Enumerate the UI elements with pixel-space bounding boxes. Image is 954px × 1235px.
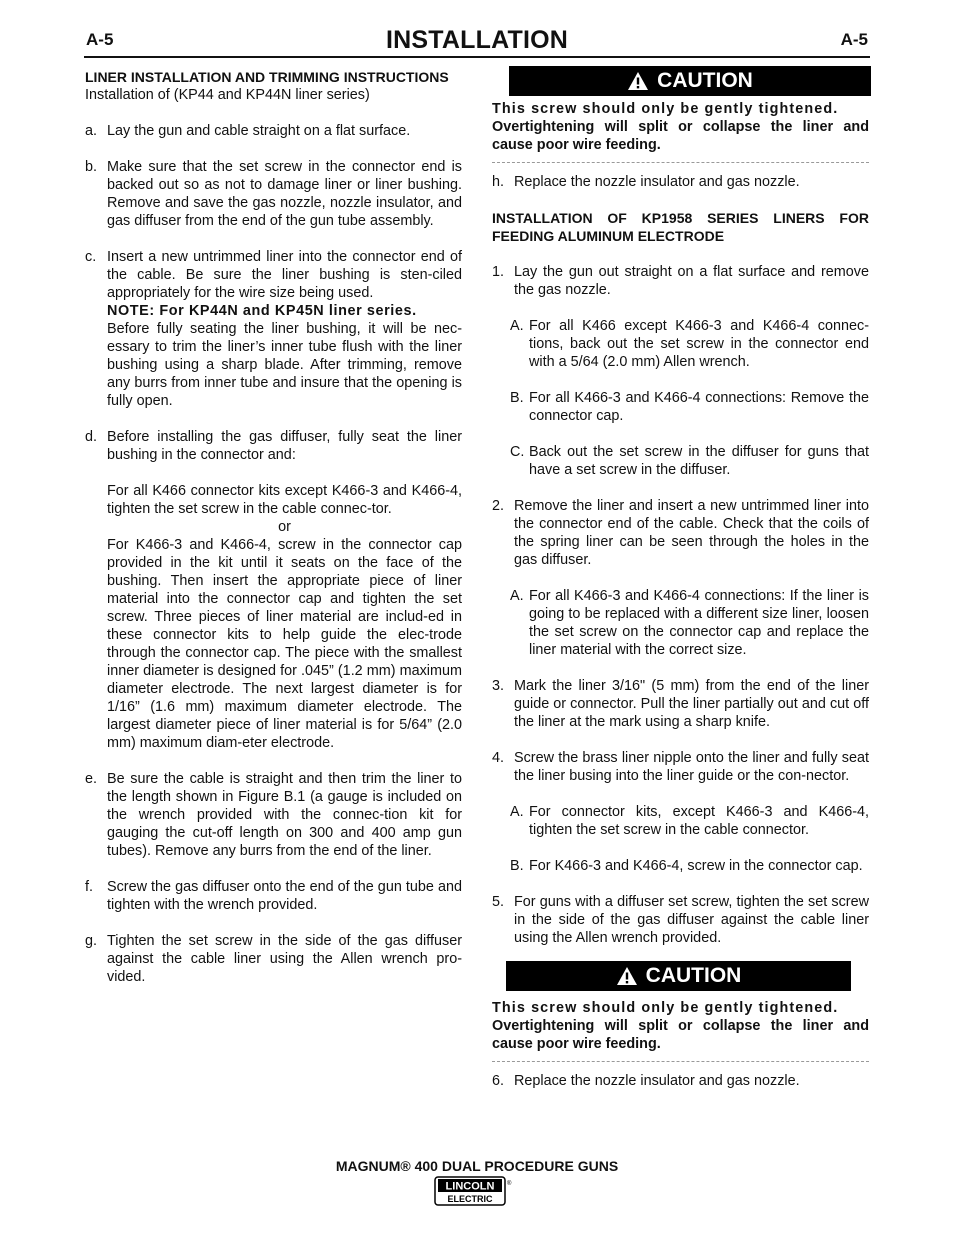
caution-line-1: This screw should only be gently tightened.	[492, 101, 839, 117]
step-marker: 5.	[492, 894, 505, 910]
step-1b	[492, 389, 869, 425]
step-5	[492, 893, 869, 947]
step-marker: 2.	[492, 498, 505, 514]
step-text-continued: Before fully seating the liner bushing, it will be nec-essary to trim the liner’s inner tube flush with the liner bushing using a sharp blade. After trimming, remove any burrs from inner tube and insure that the opening is fully open.	[107, 321, 462, 409]
step-marker: A.	[510, 804, 524, 820]
page-number-left: A-5	[86, 30, 114, 49]
page-title: INSTALLATION	[385, 26, 568, 54]
step-4a	[492, 803, 869, 839]
step-option-1: For all K466 connector kits except K466-3 and K466-4, tighten the set screw in the cable connec-tor.	[107, 483, 462, 517]
step-marker: a.	[85, 123, 98, 139]
step-text: Be sure the cable is straight and then trim the liner to the length shown in Figure B.1 (a gauge is included on the wrench provided with the connec-tion kit for gauging the cut-off length on 300 and 400 amp gun tubes). Remove any burrs from the end of the liner.	[107, 771, 462, 859]
step-text: Lay the gun out straight on a flat surface and remove the gas nozzle.	[514, 264, 869, 298]
step-4	[492, 749, 869, 785]
warning-icon	[627, 71, 649, 91]
step-marker: A.	[510, 318, 524, 334]
step-marker: 4.	[492, 750, 505, 766]
caution-box-1	[492, 66, 869, 163]
page-number-right: A-5	[840, 30, 868, 49]
step-g	[85, 932, 462, 986]
logo-bottom-text: ELECTRIC	[447, 1194, 493, 1204]
product-name: MAGNUM® 400 DUAL PROCEDURE GUNS	[335, 1158, 619, 1174]
step-text: For guns with a diffuser set screw, tighten the set screw in the side of the gas diffuser against the cable liner using the Allen wrench provided.	[514, 894, 869, 946]
step-text: For K466-3 and K466-4, screw in the connector cap.	[529, 858, 863, 874]
step-h	[492, 173, 869, 191]
logo-top-text: LINCOLN	[445, 1180, 495, 1193]
caution-label: CAUTION	[657, 69, 753, 92]
step-marker: C.	[510, 444, 525, 460]
step-d	[85, 428, 462, 752]
caution-text	[492, 100, 869, 154]
page-footer	[84, 1158, 870, 1204]
step-text: For all K466-3 and K466-4 connections: If the liner is going to be replaced with a different size liner, loosen the set screw on the connector cap and replace the liner material with the correct size.	[529, 588, 869, 658]
step-or: or	[278, 519, 291, 535]
step-marker: B.	[510, 390, 524, 406]
step-marker: g.	[85, 933, 98, 949]
step-text: Make sure that the set screw in the connector end is backed out so as not to damage liner or liner bushing. Remove and save the gas nozzle, nozzle insulator, and gas diffuser from the end of the gun tube assembly.	[107, 159, 462, 229]
step-text: Screw the gas diffuser onto the end of the gun tube and tighten with the wrench provided.	[107, 879, 462, 913]
caution-box-2	[492, 961, 869, 1062]
registered-mark: ®	[507, 1181, 512, 1187]
caution-line-2: Overtightening will split or collapse the liner and cause poor wire feeding.	[492, 1018, 869, 1052]
step-text: For connector kits, except K466-3 and K466-4, tighten the set screw in the cable connector.	[529, 804, 869, 838]
step-marker: 1.	[492, 264, 505, 280]
step-c	[85, 248, 462, 410]
caution-banner	[509, 66, 871, 96]
step-marker: d.	[85, 429, 98, 445]
step-4b	[492, 857, 869, 875]
lincoln-electric-logo	[434, 1176, 510, 1206]
step-text: Back out the set screw in the diffuser for guns that have a set screw in the diffuser.	[529, 444, 869, 478]
divider	[492, 1061, 869, 1062]
step-marker: B.	[510, 858, 524, 874]
step-1	[492, 263, 869, 299]
step-marker: 6.	[492, 1073, 505, 1089]
caution-line-2: Overtightening will split or collapse the liner and cause poor wire feeding.	[492, 119, 869, 153]
step-marker: b.	[85, 159, 98, 175]
step-2a	[492, 587, 869, 659]
step-text: For all K466-3 and K466-4 connections: Remove the connector cap.	[529, 390, 869, 424]
step-e	[85, 770, 462, 860]
page-header	[84, 26, 870, 58]
divider	[492, 162, 869, 163]
header-rule	[84, 56, 870, 58]
step-3	[492, 677, 869, 731]
caution-banner	[506, 961, 851, 991]
step-marker: 3.	[492, 678, 505, 694]
step-text: For all K466 except K466-3 and K466-4 connec-tions, back out the set screw in the connector end with a 5/64 (2.0 mm) Allen wrench.	[529, 318, 869, 370]
warning-icon	[616, 966, 638, 986]
caution-label: CAUTION	[645, 964, 742, 987]
left-column	[85, 68, 462, 986]
step-text: Replace the nozzle insulator and gas nozzle.	[514, 174, 800, 190]
step-note: NOTE: For KP44N and KP45N liner series.	[107, 303, 417, 319]
step-6	[492, 1072, 869, 1090]
step-text: Before installing the gas diffuser, fully seat the liner bushing in the connector and:	[107, 429, 462, 463]
step-text: Mark the liner 3/16" (5 mm) from the end of the liner guide or connector. Pull the liner partially out and cut off the liner at the mark using a sharp knife.	[514, 678, 869, 730]
section-subheading: Installation of (KP44 and KP44N liner series)	[85, 87, 370, 103]
section-heading-kp1958: INSTALLATION OF KP1958 SERIES LINERS FOR FEEDING ALUMINUM ELECTRODE	[492, 210, 869, 244]
step-text: Lay the gun and cable straight on a flat surface.	[107, 123, 411, 139]
step-text: Remove the liner and insert a new untrimmed liner into the connector end of the cable. Check that the coils of the spring liner can be seen through the holes in the gas diffuser.	[514, 498, 869, 568]
step-b	[85, 158, 462, 230]
step-marker: A.	[510, 588, 524, 604]
caution-line-1: This screw should only be gently tightened.	[492, 1000, 839, 1016]
step-text: Tighten the set screw in the side of the gas diffuser against the cable liner using the Allen wrench pro-vided.	[107, 933, 462, 985]
step-text: Screw the brass liner nipple onto the liner and fully seat the liner busing into the liner guide or the con-nector.	[514, 750, 869, 784]
step-marker: f.	[85, 879, 93, 895]
step-marker: h.	[492, 174, 505, 190]
step-2	[492, 497, 869, 569]
step-text: Insert a new untrimmed liner into the connector end of the cable. Be sure the liner bushing is sten-ciled appropriately for the wire size being used.	[107, 249, 462, 301]
step-1a	[492, 317, 869, 371]
step-option-2: For K466-3 and K466-4, screw in the connector cap provided in the kit until it seats on the face of the bushing. Then insert the appropriate piece of liner material into the connector cap and tighten the set screw. Three pieces of liner material are includ-ed in these connector kits to help guide the elec-trode through the connector cap. The piece with the smallest inner diameter is designed for .045” (1.2 mm) maximum diameter electrode. The next largest diameter is for 1/16” (1.6 mm) maximum diameter electrode. The largest diameter piece of liner material is for 5/64” (2.0 mm) maximum diam-eter electrode.	[107, 537, 462, 751]
step-f	[85, 878, 462, 914]
step-marker: c.	[85, 249, 97, 265]
step-marker: e.	[85, 771, 98, 787]
step-text: Replace the nozzle insulator and gas nozzle.	[514, 1073, 800, 1089]
step-1c	[492, 443, 869, 479]
section-heading-liner-installation: LINER INSTALLATION AND TRIMMING INSTRUCTIONS	[85, 69, 449, 85]
caution-text	[492, 999, 869, 1053]
step-a	[85, 122, 462, 140]
right-column	[492, 68, 869, 1090]
